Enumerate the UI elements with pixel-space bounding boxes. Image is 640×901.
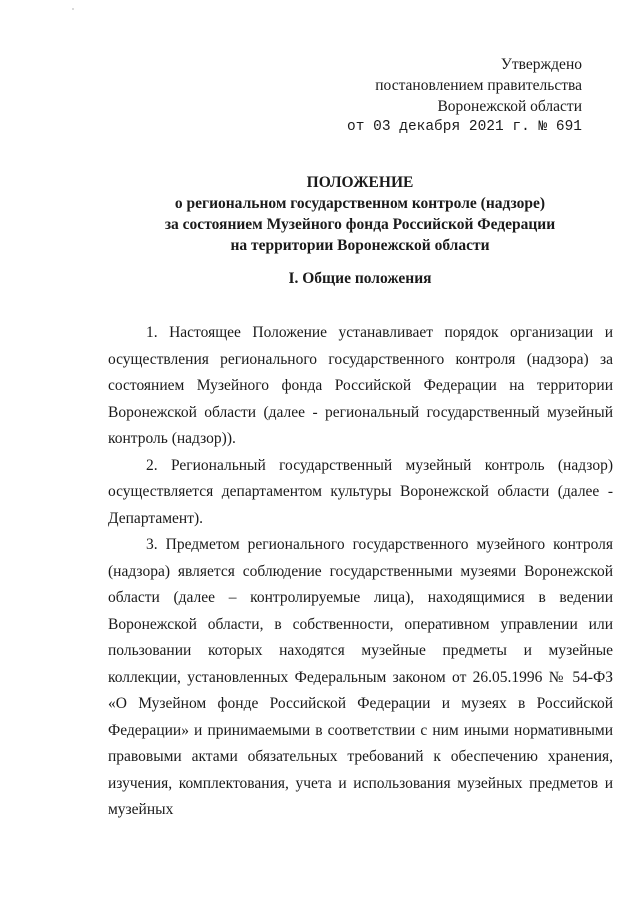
body-text: [108, 320, 613, 824]
approval-line-date-number: от 03 декабря 2021 г. № 691: [347, 119, 582, 135]
section-heading: I. Общие положения: [288, 270, 432, 287]
approval-line-resolution: постановлением правительства: [375, 77, 582, 94]
title-line-3: за состоянием Музейного фонда Российской Федерации: [164, 216, 556, 233]
title-line-4: на территории Воронежской области: [230, 237, 490, 254]
approval-line-region: Воронежской области: [437, 98, 582, 115]
title-line-2: о региональном государственном контроле (надзоре): [174, 195, 546, 212]
paragraph-2: 2. Региональный государственный музейный контроль (надзор) осуществляется департаментом культуры Воронежской области (далее - Департамент).: [108, 456, 613, 527]
title-line-1: ПОЛОЖЕНИЕ: [306, 174, 414, 191]
approval-line-approved: Утверждено: [500, 56, 582, 73]
approval-stamp: [347, 54, 582, 138]
paragraph-3: 3. Предметом регионального государственного музейного контроля (надзора) является соблюдение государственными музеями Воронежской области (далее – контролируемые лица), находящимися в ведении Воронежской области, в собственности, оперативном управлении или пользовании которых находятся музейные предметы и музейные коллекции, установленных Федеральным законом от 26.05.1996 № 54-ФЗ «О Музейном фонде Российской Федерации и музеях в Российской Федерации» и принимаемыми в соответствии с ним иными нормативными правовыми актами обязательных требований к обеспечению хранения, изучения, комплектования, учета и использования музейных предметов и музейных: [108, 536, 613, 818]
scan-artifact: [72, 8, 74, 10]
document-title: [100, 172, 620, 256]
paragraph-1: 1. Настоящее Положение устанавливает порядок организации и осуществления регионального государственного контроля (надзора) за состоянием Музейного фонда Российской Федерации на территории Воронежской области (далее - региональный государственный музейный контроль (надзор)).: [108, 324, 613, 447]
